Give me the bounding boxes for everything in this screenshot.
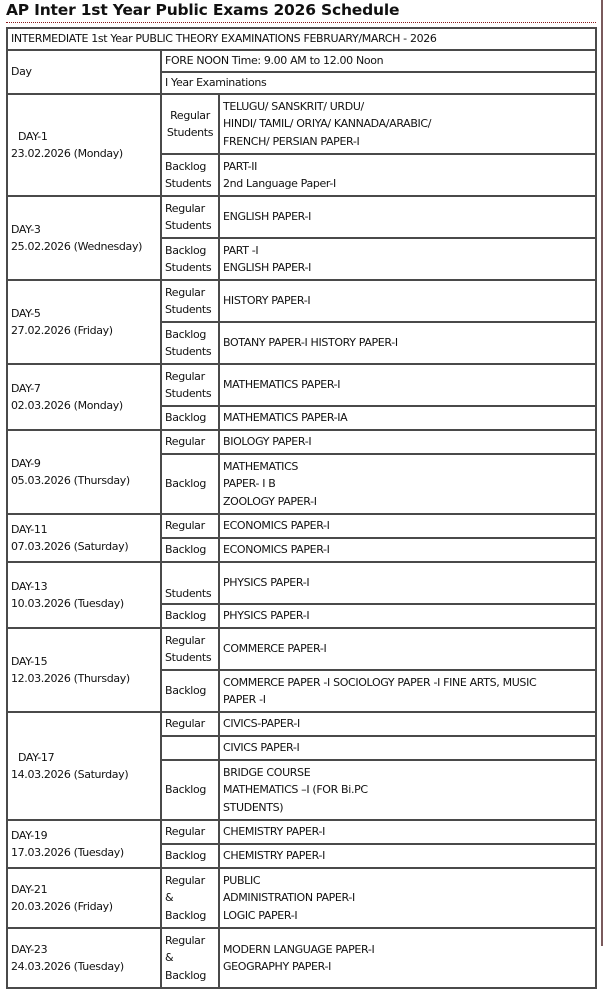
student-type-label: Backlog — [165, 477, 207, 491]
subject-line: STUDENTS) — [223, 800, 284, 814]
student-type-label: Regular — [165, 933, 205, 947]
subject-line: CHEMISTRY PAPER-I — [223, 849, 325, 863]
subject-line: COMMERCE PAPER-I — [223, 642, 327, 656]
subject-line: MATHEMATICS PAPER-I — [223, 378, 341, 392]
student-type-label: Regular — [165, 825, 205, 839]
student-type-label: Backlog — [165, 684, 207, 698]
subject-line: ECONOMICS PAPER-I — [223, 519, 330, 533]
schedule-row — [7, 562, 596, 604]
day-number: DAY-21 — [11, 882, 48, 896]
student-type-label: Regular — [165, 435, 205, 449]
day-cell — [7, 928, 161, 988]
subject-cell — [219, 538, 596, 562]
subject-line: CIVICS-PAPER-I — [223, 717, 300, 731]
caption-row — [7, 28, 596, 50]
student-type-label: Students — [165, 345, 212, 358]
subject-cell — [219, 238, 596, 280]
exam-date: 25.02.2026 (Wednesday) — [11, 240, 143, 253]
day-cell — [7, 712, 161, 820]
student-type-cell — [161, 844, 219, 868]
schedule-row — [7, 196, 596, 238]
subject-cell — [219, 712, 596, 736]
subject-cell — [219, 928, 596, 988]
subject-line: BRIDGE COURSE — [223, 765, 311, 779]
day-cell — [7, 430, 161, 514]
student-type-label: Backlog — [165, 783, 207, 797]
subject-line: TELUGU/ SANSKRIT/ URDU/ — [223, 99, 364, 113]
subject-line: ADMINISTRATION PAPER-I — [223, 891, 355, 905]
student-type-label: Regular — [165, 873, 205, 887]
day-cell — [7, 868, 161, 928]
student-type-label: Students — [165, 177, 212, 190]
subject-cell — [219, 844, 596, 868]
student-type-label: Regular — [165, 519, 205, 533]
student-type-cell — [161, 538, 219, 562]
student-type-cell — [161, 280, 219, 322]
student-type-label: Backlog — [165, 849, 207, 863]
subject-line: HINDI/ TAMIL/ ORIYA/ KANNADA/ARABIC/ — [223, 117, 432, 131]
student-type-label: Backlog — [165, 159, 207, 173]
exam-date: 14.03.2026 (Saturday) — [11, 768, 129, 781]
subject-line: CHEMISTRY PAPER-I — [223, 825, 325, 839]
student-type-label: Students — [165, 651, 212, 664]
subject-line: PUBLIC — [223, 873, 261, 887]
student-type-cell — [161, 238, 219, 280]
student-type-cell — [161, 514, 219, 538]
day-cell — [7, 94, 161, 196]
day-number: DAY-3 — [11, 222, 41, 236]
subject-cell — [219, 430, 596, 454]
day-number: DAY-9 — [11, 456, 41, 470]
subject-line: LOGIC PAPER-I — [223, 908, 298, 922]
student-type-cell — [161, 736, 219, 760]
subject-line: MATHEMATICS — [223, 459, 299, 473]
subject-line: BOTANY PAPER-I HISTORY PAPER-I — [223, 336, 398, 350]
schedule-row — [7, 868, 596, 928]
subject-cell — [219, 94, 596, 154]
subject-cell — [219, 562, 596, 604]
exam-date: 23.02.2026 (Monday) — [11, 147, 123, 160]
subject-cell — [219, 736, 596, 760]
student-type-label: Students — [165, 387, 212, 400]
student-type-cell — [161, 562, 219, 604]
subject-line: MATHEMATICS –I (FOR Bi.PC — [223, 783, 368, 797]
student-type-cell — [161, 820, 219, 844]
header-year-label: I Year Examinations — [161, 72, 596, 94]
subject-line: FRENCH/ PERSIAN PAPER-I — [223, 134, 360, 148]
student-type-label: Backlog — [165, 327, 207, 341]
day-number: DAY-23 — [11, 942, 48, 956]
subject-line: CIVICS PAPER-I — [223, 741, 300, 755]
subject-cell — [219, 670, 596, 712]
exam-schedule-table — [6, 27, 597, 989]
subject-cell — [219, 280, 596, 322]
subject-line: ENGLISH PAPER-I — [223, 261, 312, 274]
table-caption: INTERMEDIATE 1st Year PUBLIC THEORY EXAMINATIONS FEBRUARY/MARCH - 2026 — [7, 28, 596, 50]
day-number: DAY-11 — [11, 522, 48, 536]
student-type-label: Regular — [165, 633, 205, 647]
student-type-cell — [161, 196, 219, 238]
exam-date: 10.03.2026 (Tuesday) — [11, 597, 124, 610]
day-cell — [7, 364, 161, 430]
subject-line: ZOOLOGY PAPER-I — [223, 494, 317, 508]
subject-line: PAPER- I B — [223, 477, 276, 491]
schedule-row — [7, 928, 596, 988]
subject-line: BIOLOGY PAPER-I — [223, 435, 312, 449]
header-session-time: FORE NOON Time: 9.00 AM to 12.00 Noon — [161, 50, 596, 72]
exam-date: 02.03.2026 (Monday) — [11, 399, 123, 412]
day-number: DAY-5 — [11, 306, 41, 320]
student-type-label: Backlog — [165, 968, 207, 982]
student-type-label: Backlog — [165, 411, 207, 425]
student-type-label: & — [165, 891, 174, 905]
page-title: AP Inter 1st Year Public Exams 2026 Schedule — [6, 1, 400, 19]
subject-cell — [219, 760, 596, 820]
exam-date: 17.03.2026 (Tuesday) — [11, 846, 124, 859]
student-type-cell — [161, 928, 219, 988]
schedule-row — [7, 364, 596, 406]
day-number: DAY-7 — [11, 381, 41, 395]
student-type-label: Backlog — [165, 609, 207, 623]
student-type-cell — [161, 760, 219, 820]
day-number: DAY-15 — [11, 654, 48, 668]
subject-line: GEOGRAPHY PAPER-I — [223, 960, 331, 973]
student-type-label: Students — [165, 219, 212, 232]
day-number: DAY-1 — [18, 129, 48, 143]
title-divider — [6, 22, 596, 23]
student-type-label: Backlog — [165, 543, 207, 557]
student-type-label: Regular — [165, 285, 205, 299]
student-type-label: Students — [166, 126, 214, 139]
day-cell — [7, 280, 161, 364]
subject-cell — [219, 406, 596, 430]
subject-line: 2nd Language Paper-I — [223, 177, 336, 190]
day-cell — [7, 628, 161, 712]
schedule-row — [7, 712, 596, 736]
subject-line: ECONOMICS PAPER-I — [223, 543, 330, 557]
subject-line: HISTORY PAPER-I — [223, 294, 311, 308]
exam-date: 05.03.2026 (Thursday) — [11, 474, 130, 487]
header-row — [7, 50, 596, 72]
subject-line: MATHEMATICS PAPER-IA — [223, 411, 348, 425]
subject-cell — [219, 820, 596, 844]
schedule-row — [7, 430, 596, 454]
student-type-label: Regular — [165, 201, 205, 215]
student-type-cell — [161, 604, 219, 628]
student-type-cell — [161, 154, 219, 196]
student-type-label: Students — [165, 303, 212, 316]
student-type-cell — [161, 94, 219, 154]
day-number: DAY-17 — [18, 750, 55, 764]
schedule-row — [7, 280, 596, 322]
student-type-label: & — [165, 951, 174, 965]
subject-line: COMMERCE PAPER -I SOCIOLOGY PAPER -I FINE ARTS, MUSIC — [223, 675, 537, 689]
student-type-cell — [161, 712, 219, 736]
subject-line: PHYSICS PAPER-I — [223, 609, 310, 623]
student-type-label: Backlog — [165, 908, 207, 922]
subject-line: ENGLISH PAPER-I — [223, 210, 312, 224]
student-type-label: Regular — [165, 369, 205, 383]
subject-cell — [219, 322, 596, 364]
day-cell — [7, 514, 161, 562]
subject-cell — [219, 604, 596, 628]
schedule-row — [7, 514, 596, 538]
day-number: DAY-19 — [11, 828, 48, 842]
student-type-cell — [161, 454, 219, 514]
subject-line: PART -I — [223, 243, 259, 257]
exam-date: 12.03.2026 (Thursday) — [11, 672, 130, 685]
subject-line: MODERN LANGUAGE PAPER-I — [223, 942, 375, 956]
schedule-row — [7, 628, 596, 670]
student-type-label: Regular — [170, 108, 210, 122]
subject-cell — [219, 628, 596, 670]
exam-date: 24.03.2026 (Tuesday) — [11, 960, 124, 973]
exam-date: 20.03.2026 (Friday) — [11, 900, 113, 913]
schedule-row — [7, 94, 596, 154]
student-type-label: Backlog — [165, 243, 207, 257]
day-cell — [7, 196, 161, 280]
subject-line: PART-II — [223, 159, 258, 173]
student-type-cell — [161, 868, 219, 928]
student-type-cell — [161, 670, 219, 712]
student-type-cell — [161, 364, 219, 406]
subject-cell — [219, 196, 596, 238]
subject-cell — [219, 454, 596, 514]
student-type-label: Regular — [165, 717, 205, 731]
subject-cell — [219, 364, 596, 406]
student-type-cell — [161, 430, 219, 454]
subject-cell — [219, 514, 596, 538]
student-type-cell — [161, 322, 219, 364]
day-number: DAY-13 — [11, 579, 48, 593]
subject-cell — [219, 868, 596, 928]
day-cell — [7, 562, 161, 628]
exam-date: 27.02.2026 (Friday) — [11, 324, 113, 337]
day-cell — [7, 820, 161, 868]
schedule-row — [7, 820, 596, 844]
header-day-label: Day — [7, 50, 161, 94]
student-type-label: Students — [165, 261, 212, 274]
subject-cell — [219, 154, 596, 196]
subject-line: PHYSICS PAPER-I — [223, 576, 310, 590]
exam-date: 07.03.2026 (Saturday) — [11, 540, 129, 553]
student-type-label: Students — [165, 586, 212, 600]
student-type-cell — [161, 406, 219, 430]
student-type-cell — [161, 628, 219, 670]
subject-line: PAPER -I — [223, 693, 266, 706]
